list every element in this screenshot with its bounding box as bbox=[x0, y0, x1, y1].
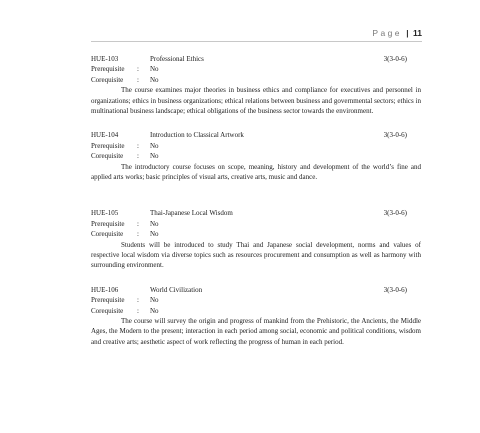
corequisite-row bbox=[91, 75, 421, 85]
prerequisite-row bbox=[91, 141, 421, 151]
course-code: HUE-103 bbox=[91, 55, 119, 63]
page-header bbox=[372, 28, 422, 38]
corequisite-value: No bbox=[150, 152, 159, 161]
prerequisite-value: No bbox=[150, 65, 159, 74]
course-description: The course will survey the origin and progress of mankind from the Prehistoric, the Ancients, the Middle Ages, the Modern to the present; interaction in each period among social, economic and political conditions, wisdom and creative arts; aesthetic aspect of work reflecting the progress of human in each period. bbox=[91, 316, 421, 346]
corequisite-value: No bbox=[150, 75, 159, 84]
corequisite-row bbox=[91, 229, 421, 239]
prerequisite-value: No bbox=[150, 296, 159, 305]
prerequisite-colon: : bbox=[137, 141, 139, 150]
prerequisite-colon: : bbox=[137, 65, 139, 74]
prerequisite-label: Prerequisite bbox=[91, 219, 125, 228]
corequisite-row bbox=[91, 306, 421, 316]
prerequisite-row bbox=[91, 219, 421, 229]
corequisite-label: Corequisite bbox=[91, 306, 124, 315]
corequisite-colon: : bbox=[137, 230, 139, 239]
prerequisite-row bbox=[91, 295, 421, 305]
course-description: Students will be introduced to study Thai and Japanese social development, norms and values of respective local wisdom via diverse topics such as resources procurement and consumption as well as harmony with surrounding environment. bbox=[91, 240, 421, 270]
course-credits: 3(3-0-6) bbox=[383, 285, 407, 294]
prerequisite-row bbox=[91, 64, 421, 74]
course-credits: 3(3-0-6) bbox=[383, 131, 407, 140]
course-code: HUE-106 bbox=[91, 285, 119, 294]
course-list bbox=[91, 54, 421, 347]
page-number: 11 bbox=[413, 28, 422, 38]
prerequisite-label: Prerequisite bbox=[91, 141, 125, 150]
prerequisite-value: No bbox=[150, 219, 159, 228]
corequisite-label: Corequisite bbox=[91, 75, 124, 84]
corequisite-colon: : bbox=[137, 306, 139, 315]
course-heading bbox=[91, 54, 421, 64]
course-title: Thai-Japanese Local Wisdom bbox=[150, 209, 233, 218]
corequisite-value: No bbox=[150, 230, 159, 239]
course-entry bbox=[91, 130, 421, 182]
page-label: Page bbox=[372, 28, 402, 38]
course-heading bbox=[91, 208, 421, 218]
course-heading bbox=[91, 130, 421, 140]
course-title: Professional Ethics bbox=[150, 55, 204, 63]
corequisite-label: Corequisite bbox=[91, 152, 124, 161]
prerequisite-colon: : bbox=[137, 296, 139, 305]
course-entry bbox=[91, 208, 421, 270]
corequisite-value: No bbox=[150, 306, 159, 315]
course-credits: 3(3-0-6) bbox=[383, 209, 407, 218]
course-description: The introductory course focuses on scope, meaning, history and development of the world’s fine and applied arts works; basic principles of visual arts, creative arts, music and dance. bbox=[91, 162, 421, 181]
course-heading bbox=[91, 285, 421, 295]
corequisite-label: Corequisite bbox=[91, 230, 124, 239]
course-entry bbox=[91, 54, 421, 116]
course-title: Introduction to Classical Artwork bbox=[150, 131, 244, 140]
course-code: HUE-104 bbox=[91, 131, 119, 140]
prerequisite-label: Prerequisite bbox=[91, 65, 125, 74]
prerequisite-label: Prerequisite bbox=[91, 296, 125, 305]
course-code: HUE-105 bbox=[91, 209, 119, 218]
prerequisite-value: No bbox=[150, 141, 159, 150]
page-separator: | bbox=[406, 28, 409, 38]
corequisite-colon: : bbox=[137, 152, 139, 161]
header-rule bbox=[91, 41, 422, 42]
course-description: The course examines major theories in business ethics and compliance for executives and personnel in organizations; ethics in business organizations; ethical relations between business and governmental sectors; ethics in multinational business landscape; ethical obligations of the business sector towards the environment. bbox=[91, 86, 421, 115]
prerequisite-colon: : bbox=[137, 219, 139, 228]
corequisite-colon: : bbox=[137, 75, 139, 84]
corequisite-row bbox=[91, 151, 421, 161]
course-entry bbox=[91, 285, 421, 347]
course-title: World Civilization bbox=[150, 285, 203, 294]
course-credits: 3(3-0-6) bbox=[383, 55, 407, 63]
